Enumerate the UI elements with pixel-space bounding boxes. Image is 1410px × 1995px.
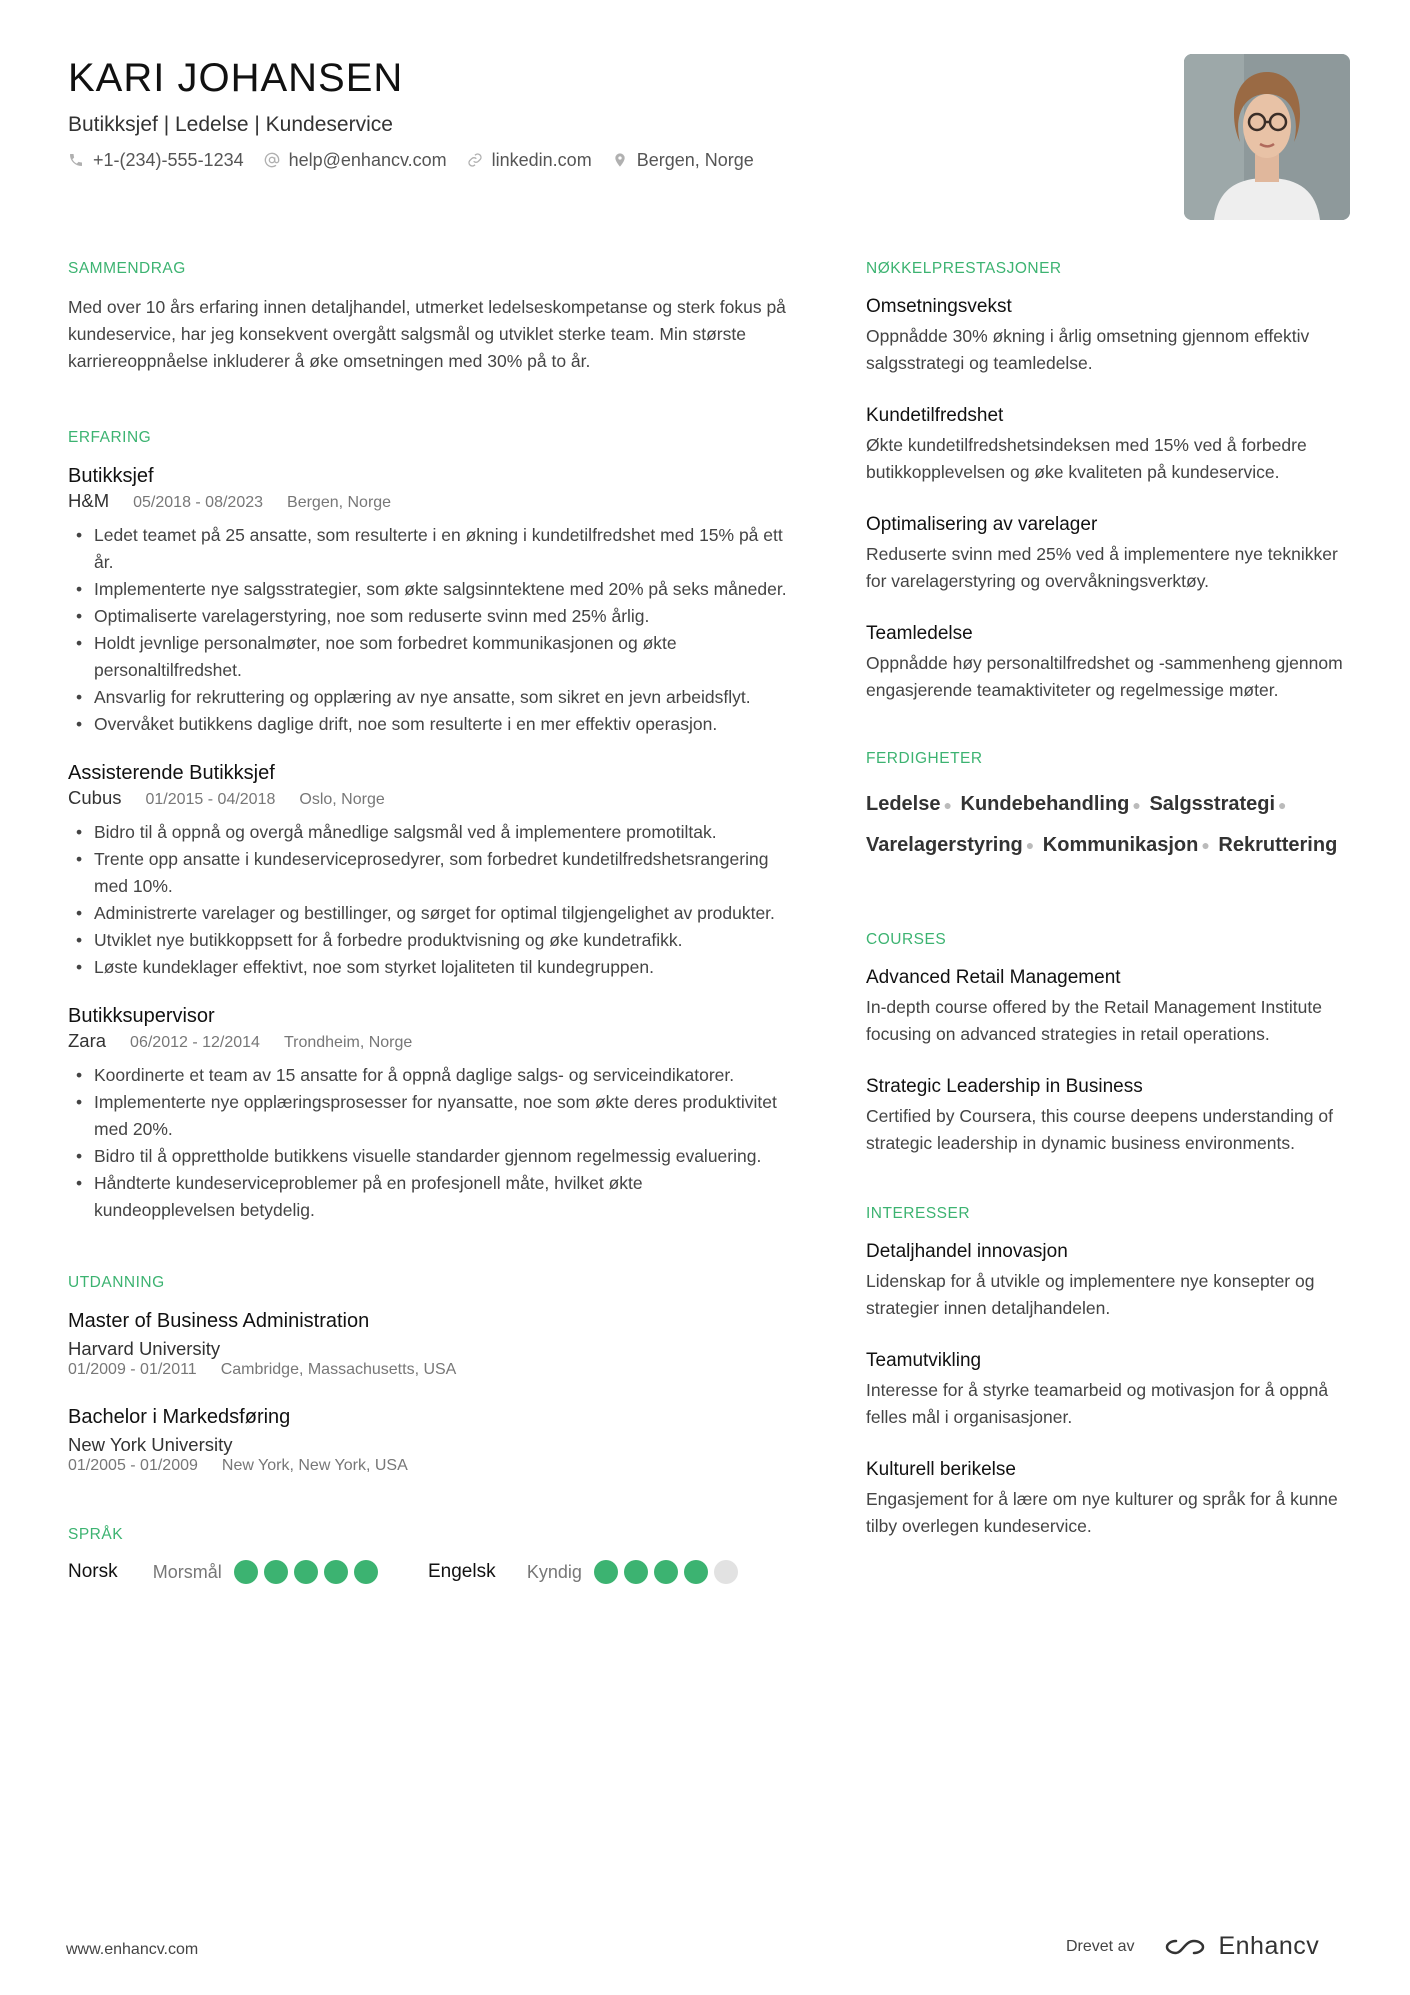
brand-logo[interactable] — [1162, 1932, 1319, 1961]
achievements-section — [866, 258, 1346, 704]
bullet-item: • Overvåket butikkens daglige drift, noe som resulterte i en mer effektiv operasjon. — [68, 711, 788, 738]
left-column — [68, 258, 788, 1624]
skills-heading: FERDIGHETER — [866, 750, 983, 767]
education-school: Harvard University — [68, 1338, 221, 1359]
bullet-item: • Optimaliserte varelagerstyring, noe som reduserte svinn med 25% årlig. — [68, 603, 788, 630]
link-icon — [467, 152, 483, 168]
dot-separator-icon: ● — [1278, 796, 1287, 813]
rating-dot-filled — [654, 1560, 678, 1584]
job-entry — [68, 463, 788, 738]
course-title: Advanced Retail Management — [866, 967, 1121, 989]
language-rating — [234, 1560, 378, 1584]
achievement-title: Omsetningsvekst — [866, 296, 1012, 317]
education-meta — [68, 1456, 788, 1476]
job-company: Cubus — [68, 787, 122, 808]
portrait-image — [1184, 54, 1350, 220]
interests-section — [866, 1203, 1346, 1540]
education-location: New York, New York, USA — [221, 1457, 408, 1474]
education-dates: 01/2009 - 01/2011 — [68, 1361, 197, 1378]
language-level: Morsmål — [152, 1561, 222, 1582]
languages-heading: SPRÅK — [68, 1526, 124, 1543]
job-meta — [68, 1030, 788, 1052]
interest-desc: Lidenskap for å utvikle og implementere nye konsepter og strategier innen detaljhandelen. — [866, 1271, 1315, 1319]
interest-title: Detaljhandel innovasjon — [866, 1241, 1068, 1263]
bullet-item: • Håndterte kundeserviceproblemer på en profesjonell måte, hvilket økte kundeopplevelsen betydelig. — [68, 1170, 788, 1224]
language-rating — [594, 1560, 738, 1584]
courses-heading: COURSES — [866, 931, 947, 949]
job-company: Zara — [68, 1030, 107, 1051]
course-item — [866, 1074, 1346, 1157]
course-desc: Certified by Coursera, this course deepens understanding of strategic leadership in dynamic business environments. — [866, 1106, 1333, 1154]
skill-tag: Kundebehandling — [960, 793, 1130, 815]
phone-icon — [68, 152, 84, 168]
location-text: Bergen, Norge — [636, 150, 754, 170]
achievement-title: Teamledelse — [866, 623, 973, 644]
phone-text: +1-(234)-555-1234 — [93, 150, 244, 170]
course-item — [866, 965, 1346, 1048]
job-location: Bergen, Norge — [287, 494, 392, 511]
education-heading: UTDANNING — [68, 1274, 165, 1291]
contact-linkedin[interactable] — [467, 148, 592, 172]
interest-title: Kulturell berikelse — [866, 1459, 1016, 1481]
right-column — [866, 258, 1346, 1580]
languages-row — [68, 1560, 788, 1584]
job-dates: 06/2012 - 12/2014 — [130, 1034, 260, 1051]
bullet-item: • Utviklet nye butikkoppsett for å forbedre produktvisning og øke kundetrafikk. — [68, 927, 788, 954]
skill-tag: Ledelse — [866, 793, 941, 815]
interest-item — [866, 1348, 1346, 1431]
at-sign-icon — [264, 152, 280, 168]
bullet-item: • Holdt jevnlige personalmøter, noe som forbedret kommunikasjonen og økte personaltilfredshet. — [68, 630, 788, 684]
rating-dot-empty — [714, 1560, 738, 1584]
education-location: Cambridge, Massachusetts, USA — [220, 1361, 457, 1378]
contact-location — [612, 148, 754, 172]
job-location: Oslo, Norge — [299, 791, 385, 808]
interest-title: Teamutvikling — [866, 1350, 982, 1372]
interest-desc: Engasjement for å lære om nye kulturer og språk for å kunne tilby overlegen kundeservice. — [866, 1489, 1338, 1537]
achievement-desc: Oppnådde høy personaltilfredshet og -sammenheng gjennom engasjerende teamaktiviteter og regelmessige møter. — [866, 653, 1343, 700]
course-desc: In-depth course offered by the Retail Management Institute focusing on advanced strategies in retail operations. — [866, 997, 1322, 1045]
bullet-item: • Løste kundeklager effektivt, noe som styrket lojaliteten til kundegruppen. — [68, 954, 788, 981]
course-title: Strategic Leadership in Business — [866, 1076, 1143, 1098]
footer-branding — [1066, 1932, 1319, 1961]
job-meta — [68, 787, 788, 809]
achievement-title: Optimalisering av varelager — [866, 514, 1098, 535]
achievement-item — [866, 294, 1346, 377]
interests-heading: INTERESSER — [866, 1205, 971, 1223]
skill-tag: Varelagerstyring — [866, 833, 1023, 856]
dot-separator-icon: ● — [1025, 837, 1035, 854]
job-title: Butikksjef — [68, 465, 154, 487]
interest-desc: Interesse for å styrke teamarbeid og motivasjon for å oppnå felles mål i organisasjoner. — [866, 1380, 1329, 1428]
language-name: Engelsk — [428, 1561, 496, 1582]
job-entry — [68, 760, 788, 981]
interest-item — [866, 1457, 1346, 1540]
candidate-name: KARI JOHANSEN — [68, 56, 404, 100]
achievements-heading: NØKKELPRESTASJONER — [866, 260, 1062, 277]
location-pin-icon — [612, 152, 628, 168]
education-meta — [68, 1360, 788, 1380]
bullet-item: • Trente opp ansatte i kundeserviceprosedyrer, som forbedret kundetilfredshetsrangering med 10%. — [68, 846, 788, 900]
rating-dot-filled — [354, 1560, 378, 1584]
experience-heading: ERFARING — [68, 429, 152, 446]
job-title: Assisterende Butikksjef — [68, 762, 275, 784]
job-location: Trondheim, Norge — [283, 1034, 413, 1051]
enhancv-logo-icon — [1162, 1935, 1208, 1959]
candidate-title: Butikksjef | Ledelse | Kundeservice — [68, 113, 393, 136]
bullet-item: • Administrerte varelager og bestillinger, og sørget for optimal tilgjengelighet av produkter. — [68, 900, 788, 927]
contact-email[interactable] — [264, 148, 447, 172]
achievement-desc: Økte kundetilfredshetsindeksen med 15% ved å forbedre butikkopplevelsen og øke kvaliteten på kundeservice. — [866, 435, 1307, 482]
brand-name: Enhancv — [1218, 1932, 1320, 1960]
dot-separator-icon: ● — [1132, 796, 1141, 813]
achievement-item — [866, 512, 1346, 595]
education-degree: Master of Business Administration — [68, 1310, 370, 1332]
summary-section — [68, 258, 788, 375]
footer-website[interactable]: www.enhancv.com — [66, 1941, 199, 1958]
education-entry — [68, 1404, 788, 1476]
job-dates: 01/2015 - 04/2018 — [145, 791, 276, 808]
experience-section — [68, 427, 788, 1224]
skill-tag: Salgsstrategi — [1149, 793, 1276, 815]
education-entry — [68, 1308, 788, 1380]
job-bullets — [68, 1062, 788, 1224]
job-company: H&M — [68, 490, 110, 511]
profile-photo — [1184, 54, 1350, 220]
job-bullets — [68, 819, 788, 981]
job-entry — [68, 1003, 788, 1224]
achievement-title: Kundetilfredshet — [866, 405, 1004, 426]
email-text: help@enhancv.com — [288, 150, 447, 170]
summary-text: Med over 10 års erfaring innen detaljhandel, utmerket ledelseskompetanse og sterk fokus på kundeservice, har jeg konsekvent overgått salgsmål og utviklet sterke team. Min største karriereoppnåelse inkluderer å øke omsetningen med 30% på to år. — [68, 297, 786, 371]
rating-dot-filled — [624, 1560, 648, 1584]
bullet-item: • Implementerte nye salgsstrategier, som økte salgsinntektene med 20% på seks måneder. — [68, 576, 788, 603]
job-meta — [68, 490, 788, 512]
bullet-item: • Ansvarlig for rekruttering og opplæring av nye ansatte, som sikret en jevn arbeidsflyt. — [68, 684, 788, 711]
rating-dot-filled — [324, 1560, 348, 1584]
rating-dot-filled — [294, 1560, 318, 1584]
education-dates: 01/2005 - 01/2009 — [68, 1457, 198, 1474]
rating-dot-filled — [234, 1560, 258, 1584]
dot-separator-icon: ● — [1201, 837, 1210, 854]
dot-separator-icon: ● — [943, 796, 952, 813]
bullet-item: • Bidro til å opprettholde butikkens visuelle standarder gjennom regelmessig evaluering. — [68, 1143, 788, 1170]
skill-tag: Rekruttering — [1218, 833, 1338, 856]
education-section — [68, 1272, 788, 1476]
bullet-item: • Ledet teamet på 25 ansatte, som resulterte i en økning i kundetilfredshet med 15% på ett år. — [68, 522, 788, 576]
skills-list — [866, 784, 1346, 865]
achievement-item — [866, 621, 1346, 704]
languages-section — [68, 1524, 788, 1584]
job-bullets — [68, 522, 788, 738]
bullet-item: • Bidro til å oppnå og overgå månedlige salgsmål ved å implementere promotiltak. — [68, 819, 788, 846]
job-title: Butikksupervisor — [68, 1005, 215, 1027]
powered-by-label: Drevet av — [1066, 1937, 1135, 1955]
skills-section — [866, 748, 1346, 865]
achievement-desc: Reduserte svinn med 25% ved å implementere nye teknikker for varelagerstyring og overvåkningsverktøy. — [866, 544, 1338, 591]
resume-header — [68, 54, 1068, 172]
summary-heading: SAMMENDRAG — [68, 260, 186, 277]
achievement-item — [866, 403, 1346, 486]
bullet-item: • Koordinerte et team av 15 ansatte for å oppnå daglige salgs- og serviceindikatorer. — [68, 1062, 788, 1089]
rating-dot-filled — [684, 1560, 708, 1584]
rating-dot-filled — [594, 1560, 618, 1584]
interest-item — [866, 1239, 1346, 1322]
language-level: Kyndig — [526, 1561, 582, 1582]
linkedin-text: linkedin.com — [491, 150, 592, 170]
contact-row — [68, 148, 1068, 172]
language-name: Norsk — [68, 1561, 118, 1582]
rating-dot-filled — [264, 1560, 288, 1584]
contact-phone[interactable] — [68, 148, 244, 172]
skill-tag: Kommunikasjon — [1042, 833, 1199, 856]
courses-section — [866, 929, 1346, 1157]
achievement-desc: Oppnådde 30% økning i årlig omsetning gjennom effektiv salgsstrategi og teamledelse. — [866, 326, 1310, 373]
job-dates: 05/2018 - 08/2023 — [133, 494, 264, 511]
education-degree: Bachelor i Markedsføring — [68, 1406, 291, 1428]
bullet-item: • Implementerte nye opplæringsprosesser for nyansatte, noe som økte deres produktivitet med 20%. — [68, 1089, 788, 1143]
education-school: New York University — [68, 1434, 233, 1455]
